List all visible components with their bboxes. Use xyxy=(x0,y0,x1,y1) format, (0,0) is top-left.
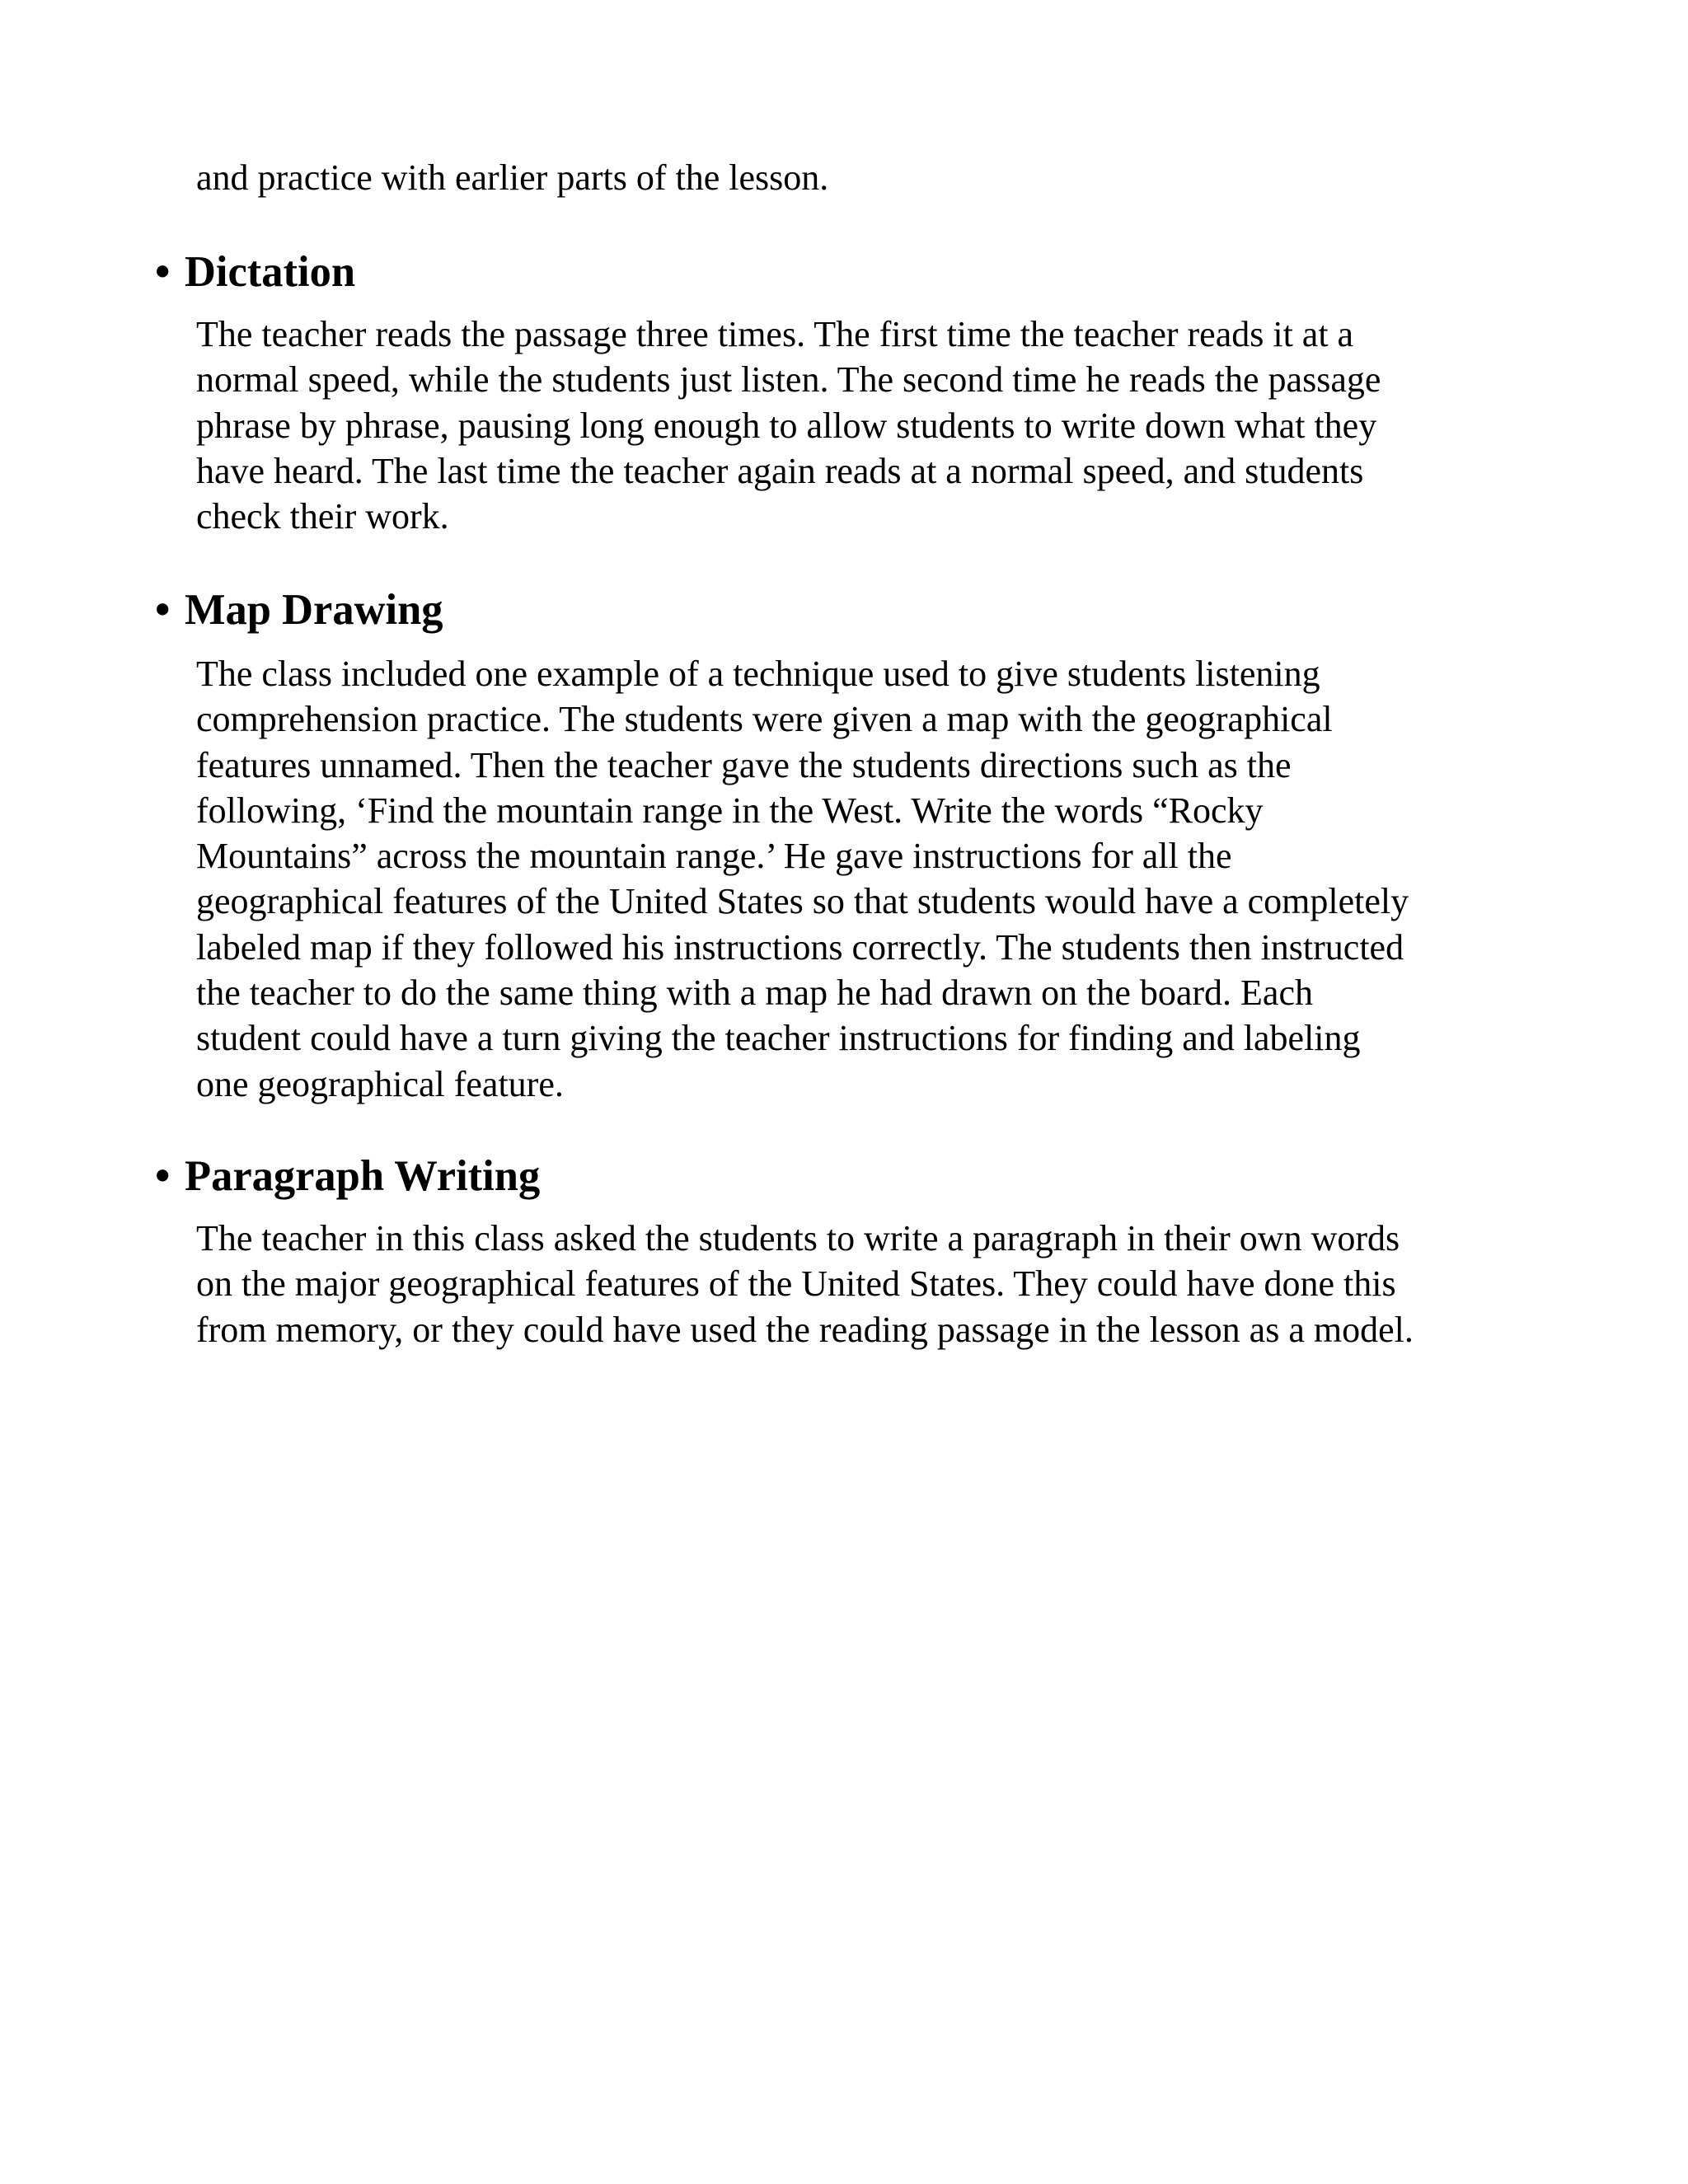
map-drawing-paragraph xyxy=(196,651,1548,1107)
paragraph-writing-paragraph xyxy=(196,1216,1548,1352)
paragraph-line: geographical features of the United States so that students would have a completely xyxy=(196,881,1409,922)
paragraph-line: following, ‘Find the mountain range in the West. Write the words “Rocky xyxy=(196,790,1264,831)
bullet-icon: • xyxy=(155,586,171,634)
heading-text: Paragraph Writing xyxy=(185,1152,541,1200)
heading-text: Dictation xyxy=(185,248,356,296)
paragraph-line: features unnamed. Then the teacher gave the students directions such as the xyxy=(196,744,1292,785)
paragraph-line: labeled map if they followed his instructions correctly. The students then instructed xyxy=(196,926,1404,968)
paragraph-line: and practice with earlier parts of the lesson. xyxy=(196,157,829,198)
section-heading-dictation xyxy=(155,247,355,297)
paragraph-line: The teacher in this class asked the students to write a paragraph in their own words xyxy=(196,1218,1400,1258)
paragraph-line: the teacher to do the same thing with a map he had drawn on the board. Each xyxy=(196,972,1313,1014)
paragraph-line: on the major geographical features of the United States. They could have done this xyxy=(196,1263,1396,1305)
paragraph-line: The teacher reads the passage three times. The first time the teacher reads it at a xyxy=(196,314,1354,354)
section-heading-map-drawing xyxy=(155,585,443,635)
intro-paragraph xyxy=(196,155,1548,200)
heading-text: Map Drawing xyxy=(185,586,443,634)
paragraph-line: normal speed, while the students just listen. The second time he reads the passage xyxy=(196,359,1381,401)
dictation-paragraph xyxy=(196,312,1548,539)
paragraph-line: from memory, or they could have used the reading passage in the lesson as a model. xyxy=(196,1309,1414,1350)
paragraph-line: phrase by phrase, pausing long enough to allow students to write down what they xyxy=(196,405,1377,446)
bullet-icon: • xyxy=(155,248,171,296)
paragraph-line: have heard. The last time the teacher again reads at a normal speed, and students xyxy=(196,450,1364,491)
bullet-icon: • xyxy=(155,1152,171,1200)
paragraph-line: student could have a turn giving the teacher instructions for finding and labeling xyxy=(196,1018,1361,1059)
paragraph-line: The class included one example of a technique used to give students listening xyxy=(196,654,1320,694)
section-heading-paragraph-writing xyxy=(155,1151,540,1201)
paragraph-line: Mountains” across the mountain range.’ He gave instructions for all the xyxy=(196,836,1232,877)
paragraph-line: one geographical feature. xyxy=(196,1063,564,1104)
paragraph-line: check their work. xyxy=(196,496,449,537)
paragraph-line: comprehension practice. The students were given a map with the geographical xyxy=(196,699,1333,740)
